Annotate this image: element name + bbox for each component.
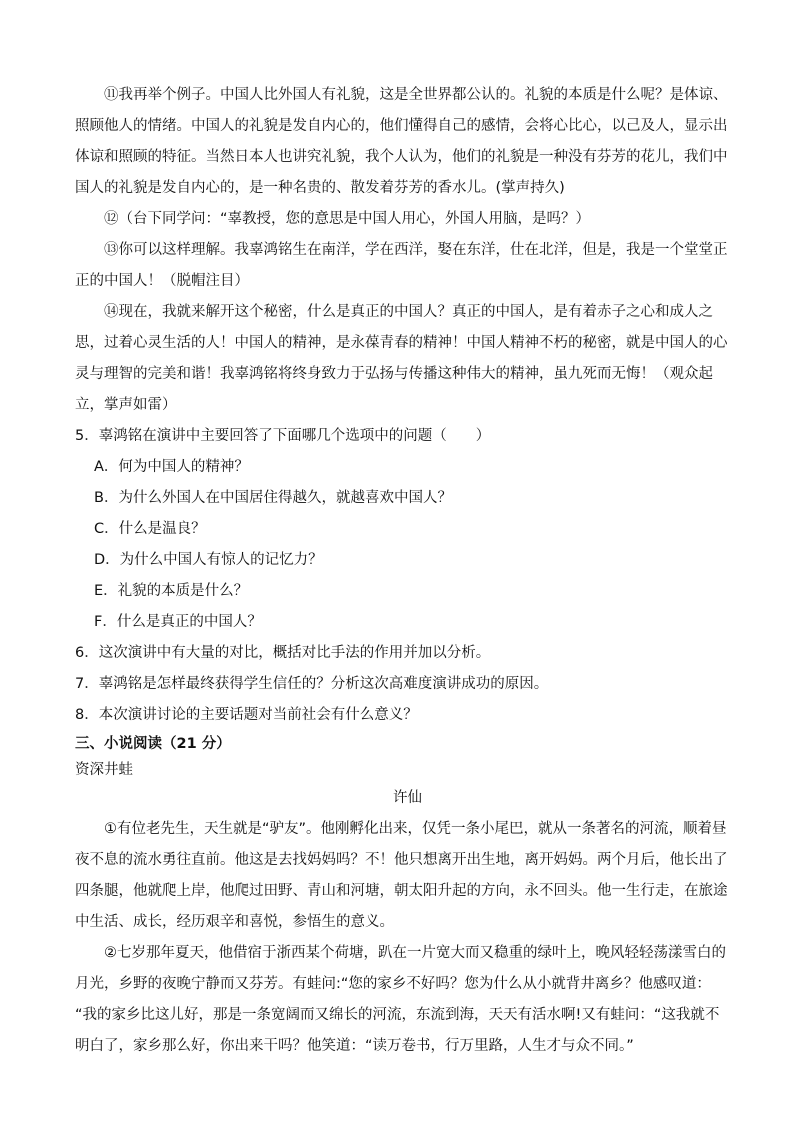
option-c: C．什么是温良？ [94, 521, 206, 537]
document-content [75, 80, 740, 1062]
option-b: B．为什么外国人在中国居住得越久，就越喜欢中国人？ [94, 490, 452, 506]
text-line: ⑪我再举个例子。中国人比外国人有礼貌，这是全世界都公认的。礼貌的本质是什么呢？是体谅、 [104, 87, 728, 103]
option-f: F．什么是真正的中国人？ [94, 614, 262, 630]
text-line: ⑬你可以这样理解。我辜鸿铭生在南洋，学在西洋，娶在东洋，仕在北洋，但是，我是一个堂堂正 [104, 242, 728, 258]
option-d: D．为什么中国人有惊人的记忆力？ [94, 552, 323, 568]
paragraph-11 [75, 80, 740, 204]
question-5-options [75, 452, 740, 638]
question-6: 6．这次演讲中有大量的对比，概括对比手法的作用并加以分析。 [75, 645, 491, 661]
text-line: 体谅和照顾的特征。当然日本人也讲究礼貌，我个人认为，他们的礼貌是一种没有芬芳的花儿，我们中 [75, 149, 728, 165]
text-line: 明白了，家乡那么好，你出来干吗？他笑道：“读万卷书，行万里路，人生才与众不同。” [75, 1038, 634, 1054]
text-line: 思，过着心灵生活的人！中国人的精神，是永葆青春的精神！中国人精神不朽的秘密，就是中国人的心 [75, 335, 728, 351]
story-paragraph-2 [75, 938, 740, 1062]
text-line: 国人的礼貌是发自内心的，是一种名贵的、散发着芬芳的香水儿。(掌声持久) [75, 180, 565, 196]
text-line: 立，掌声如雷） [75, 397, 177, 413]
text-line: 四条腿，他就爬上岸，他爬过田野、青山和河塘，朝太阳升起的方向，永不回头。他一生行走，在旅途 [75, 883, 728, 899]
text-line: 照顾他人的情绪。中国人的礼貌是发自内心的，他们懂得自己的感情，会将心比心，以己及人，显示出 [75, 118, 728, 134]
text-line: 中生活、成长，经历艰辛和喜悦，参悟生的意义。 [75, 914, 394, 930]
question-5: 5．辜鸿铭在演讲中主要回答了下面哪几个选项中的问题（ ） [75, 428, 491, 444]
option-e: E．礼貌的本质是什么？ [94, 583, 249, 599]
story-author: 许仙 [393, 790, 422, 806]
text-line: ②七岁那年夏天，他借宿于浙西某个荷塘，趴在一片宽大而又稳重的绿叶上，晚风轻轻荡漾雪白的 [104, 945, 726, 961]
story-title: 资深井蛙 [75, 762, 133, 778]
text-line: 月光，乡野的夜晚宁静而又芬芳。有蛙问:“您的家乡不好吗？您为什么从小就背井离乡？他感叹道： [75, 976, 711, 992]
text-line: 灵与理智的完美和谐！我辜鸿铭将终身致力于弘扬与传播这种伟大的精神，虽九死而无悔！（观众起 [75, 366, 713, 382]
text-line: “我的家乡比这儿好，那是一条宽阔而又绵长的河流，东流到海，天天有活水啊!又有蛙问：“这我就不 [75, 1007, 720, 1023]
text-line: 正的中国人！（脱帽注目） [75, 273, 249, 289]
question-7: 7．辜鸿铭是怎样最终获得学生信任的？分析这次高难度演讲成功的原因。 [75, 676, 549, 692]
story-paragraph-1 [75, 814, 740, 938]
question-8: 8．本次演讲讨论的主要话题对当前社会有什么意义？ [75, 707, 418, 723]
text-line: ①有位老先生，天生就是“驴友”。他刚孵化出来，仅凭一条小尾巴，就从一条著名的河流，顺着昼 [104, 821, 727, 837]
text-line: 夜不息的流水勇往直前。他这是去找妈妈吗？不！他只想离开出生地，离开妈妈。两个月后，他长出了 [75, 852, 728, 868]
text-line: ⑫（台下同学问：“辜教授，您的意思是中国人用心，外国人用脑，是吗？） [104, 211, 591, 227]
paragraph-13 [75, 235, 740, 297]
option-a: A．何为中国人的精神？ [94, 459, 249, 475]
text-line: ⑭现在，我就来解开这个秘密，什么是真正的中国人？真正的中国人，是有着赤子之心和成人之 [104, 304, 713, 320]
paragraph-14 [75, 297, 740, 421]
paragraph-12 [75, 204, 740, 235]
section-heading: 三、小说阅读（21 分） [75, 736, 231, 752]
